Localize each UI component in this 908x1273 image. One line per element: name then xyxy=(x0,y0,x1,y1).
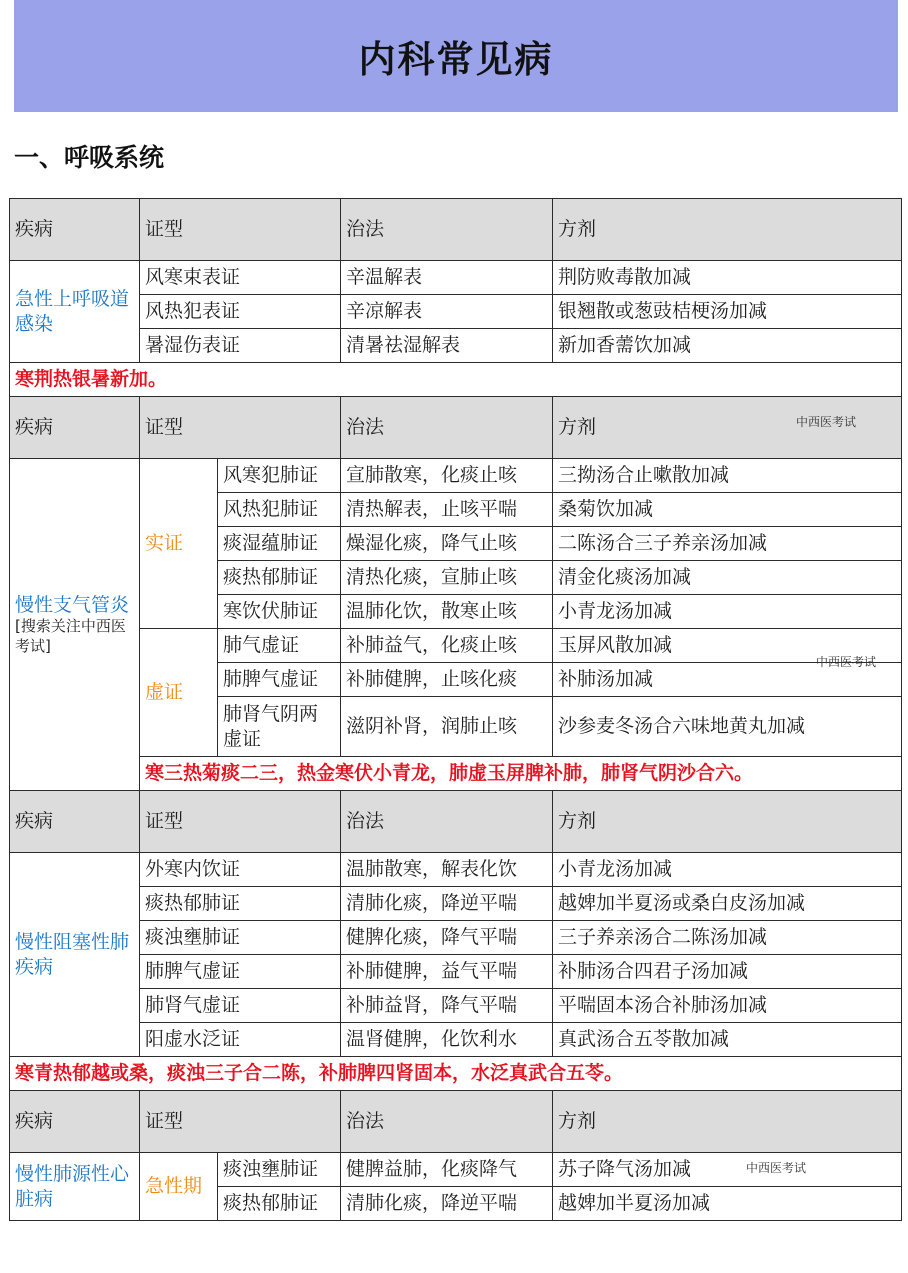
method-cell: 宣肺散寒，化痰止咳 xyxy=(341,459,553,493)
table-row xyxy=(10,921,902,955)
formula-cell: 小青龙汤加减 xyxy=(553,595,902,629)
header-disease: 疾病 xyxy=(10,1091,140,1153)
method-cell: 滋阴补肾，润肺止咳 xyxy=(341,697,553,757)
header-disease: 疾病 xyxy=(10,397,140,459)
formula-cell: 清金化痰汤加减 xyxy=(553,561,902,595)
syndrome-cell: 外寒内饮证 xyxy=(140,853,341,887)
watermark-text: 中西医考试 xyxy=(816,655,877,670)
method-cell: 温肾健脾，化饮利水 xyxy=(341,1023,553,1057)
disease-cell: 急性上呼吸道感染 xyxy=(10,261,140,363)
formula-cell: 苏子降气汤加减 中西医考试 xyxy=(553,1153,902,1187)
header-syndrome: 证型 xyxy=(140,397,341,459)
method-cell: 辛凉解表 xyxy=(341,295,553,329)
watermark-text: 中西医考试 xyxy=(796,415,857,430)
syndrome-cell: 肺脾气虚证 xyxy=(218,663,341,697)
phase-cell: 实证 xyxy=(140,459,218,629)
formula-cell: 平喘固本汤合补肺汤加减 xyxy=(553,989,902,1023)
disease-cell: 慢性肺源性心脏病 xyxy=(10,1153,140,1221)
header-formula: 方剂 中西医考试 xyxy=(553,397,902,459)
table-row xyxy=(10,989,902,1023)
table-row xyxy=(10,887,902,921)
formula-cell: 三拗汤合止嗽散加减 xyxy=(553,459,902,493)
disease-cell: 慢性支气管炎 [搜索关注中西医考试] xyxy=(10,459,140,791)
disease-note: [搜索关注中西医考试] xyxy=(15,617,126,655)
syndrome-cell: 肺脾气虚证 xyxy=(140,955,341,989)
syndrome-cell: 风热犯肺证 xyxy=(218,493,341,527)
formula-cell: 补肺汤加减 中西医考试 xyxy=(553,663,902,697)
method-cell: 清暑祛湿解表 xyxy=(341,329,553,363)
header-disease: 疾病 xyxy=(10,199,140,261)
syndrome-cell: 痰浊壅肺证 xyxy=(140,921,341,955)
syndrome-cell: 肺肾气阴两虚证 xyxy=(218,697,341,757)
formula-cell: 沙参麦冬汤合六味地黄丸加减 xyxy=(553,697,902,757)
method-cell: 温肺散寒，解表化饮 xyxy=(341,853,553,887)
title-banner xyxy=(14,0,898,112)
header-row xyxy=(10,397,902,459)
formula-cell: 三子养亲汤合二陈汤加减 xyxy=(553,921,902,955)
method-cell: 补肺益气，化痰止咳 xyxy=(341,629,553,663)
method-cell: 辛温解表 xyxy=(341,261,553,295)
formula-cell: 桑菊饮加减 xyxy=(553,493,902,527)
formula-cell: 小青龙汤加减 xyxy=(553,853,902,887)
formula-cell: 越婢加半夏汤加减 xyxy=(553,1187,902,1221)
method-cell: 补肺健脾，止咳化痰 xyxy=(341,663,553,697)
method-cell: 清肺化痰，降逆平喘 xyxy=(341,1187,553,1221)
formula-cell: 玉屏风散加减 xyxy=(553,629,902,663)
header-method: 治法 xyxy=(341,199,553,261)
watermark-text: 中西医考试 xyxy=(746,1161,807,1176)
header-syndrome: 证型 xyxy=(140,1091,341,1153)
formula-cell: 越婢加半夏汤或桑白皮汤加减 xyxy=(553,887,902,921)
phase-cell: 急性期 xyxy=(140,1153,218,1221)
disease-table xyxy=(9,198,902,1221)
method-cell: 清热解表，止咳平喘 xyxy=(341,493,553,527)
table-row xyxy=(10,853,902,887)
formula-cell: 二陈汤合三子养亲汤加减 xyxy=(553,527,902,561)
method-cell: 清肺化痰，降逆平喘 xyxy=(341,887,553,921)
header-formula: 方剂 xyxy=(553,791,902,853)
table-row xyxy=(10,329,902,363)
syndrome-cell: 痰热郁肺证 xyxy=(218,561,341,595)
disease-cell: 慢性阻塞性肺疾病 xyxy=(10,853,140,1057)
phase-cell: 虚证 xyxy=(140,629,218,757)
header-formula: 方剂 xyxy=(553,199,902,261)
method-cell: 补肺健脾，益气平喘 xyxy=(341,955,553,989)
header-disease: 疾病 xyxy=(10,791,140,853)
table-row xyxy=(10,1153,902,1187)
syndrome-cell: 痰热郁肺证 xyxy=(140,887,341,921)
table-row xyxy=(10,261,902,295)
formula-cell: 补肺汤合四君子汤加减 xyxy=(553,955,902,989)
mnemonic-row xyxy=(10,363,902,397)
syndrome-cell: 风热犯表证 xyxy=(140,295,341,329)
syndrome-cell: 痰湿蕴肺证 xyxy=(218,527,341,561)
table-row xyxy=(10,955,902,989)
method-cell: 温肺化饮，散寒止咳 xyxy=(341,595,553,629)
syndrome-cell: 风寒束表证 xyxy=(140,261,341,295)
syndrome-cell: 痰热郁肺证 xyxy=(218,1187,341,1221)
header-method: 治法 xyxy=(341,791,553,853)
mnemonic-text: 寒荆热银暑新加。 xyxy=(10,363,902,397)
header-method: 治法 xyxy=(341,1091,553,1153)
mnemonic-row xyxy=(10,1057,902,1091)
syndrome-cell: 暑湿伤表证 xyxy=(140,329,341,363)
mnemonic-text: 寒三热菊痰二三，热金寒伏小青龙，肺虚玉屏脾补肺，肺肾气阴沙合六。 xyxy=(140,757,902,791)
page-title: 内科常见病 xyxy=(358,38,554,81)
syndrome-cell: 风寒犯肺证 xyxy=(218,459,341,493)
formula-cell: 荆防败毒散加减 xyxy=(553,261,902,295)
syndrome-cell: 寒饮伏肺证 xyxy=(218,595,341,629)
method-cell: 补肺益肾，降气平喘 xyxy=(341,989,553,1023)
table-row xyxy=(10,1023,902,1057)
header-syndrome: 证型 xyxy=(140,791,341,853)
syndrome-cell: 肺肾气虚证 xyxy=(140,989,341,1023)
header-syndrome: 证型 xyxy=(140,199,341,261)
table-row xyxy=(10,295,902,329)
method-cell: 健脾益肺，化痰降气 xyxy=(341,1153,553,1187)
header-row xyxy=(10,791,902,853)
formula-cell: 银翘散或葱豉桔梗汤加减 xyxy=(553,295,902,329)
mnemonic-text: 寒青热郁越或桑，痰浊三子合二陈，补肺脾四肾固本，水泛真武合五苓。 xyxy=(10,1057,902,1091)
mnemonic-row xyxy=(10,757,902,791)
method-cell: 燥湿化痰，降气止咳 xyxy=(341,527,553,561)
section-title: 一、呼吸系统 xyxy=(14,143,165,172)
header-method: 治法 xyxy=(341,397,553,459)
method-cell: 清热化痰，宣肺止咳 xyxy=(341,561,553,595)
header-row xyxy=(10,199,902,261)
header-row xyxy=(10,1091,902,1153)
table-row xyxy=(10,629,902,663)
method-cell: 健脾化痰，降气平喘 xyxy=(341,921,553,955)
syndrome-cell: 痰浊壅肺证 xyxy=(218,1153,341,1187)
header-formula: 方剂 xyxy=(553,1091,902,1153)
syndrome-cell: 阳虚水泛证 xyxy=(140,1023,341,1057)
table-row xyxy=(10,459,902,493)
syndrome-cell: 肺气虚证 xyxy=(218,629,341,663)
formula-cell: 新加香薷饮加减 xyxy=(553,329,902,363)
formula-cell: 真武汤合五苓散加减 xyxy=(553,1023,902,1057)
